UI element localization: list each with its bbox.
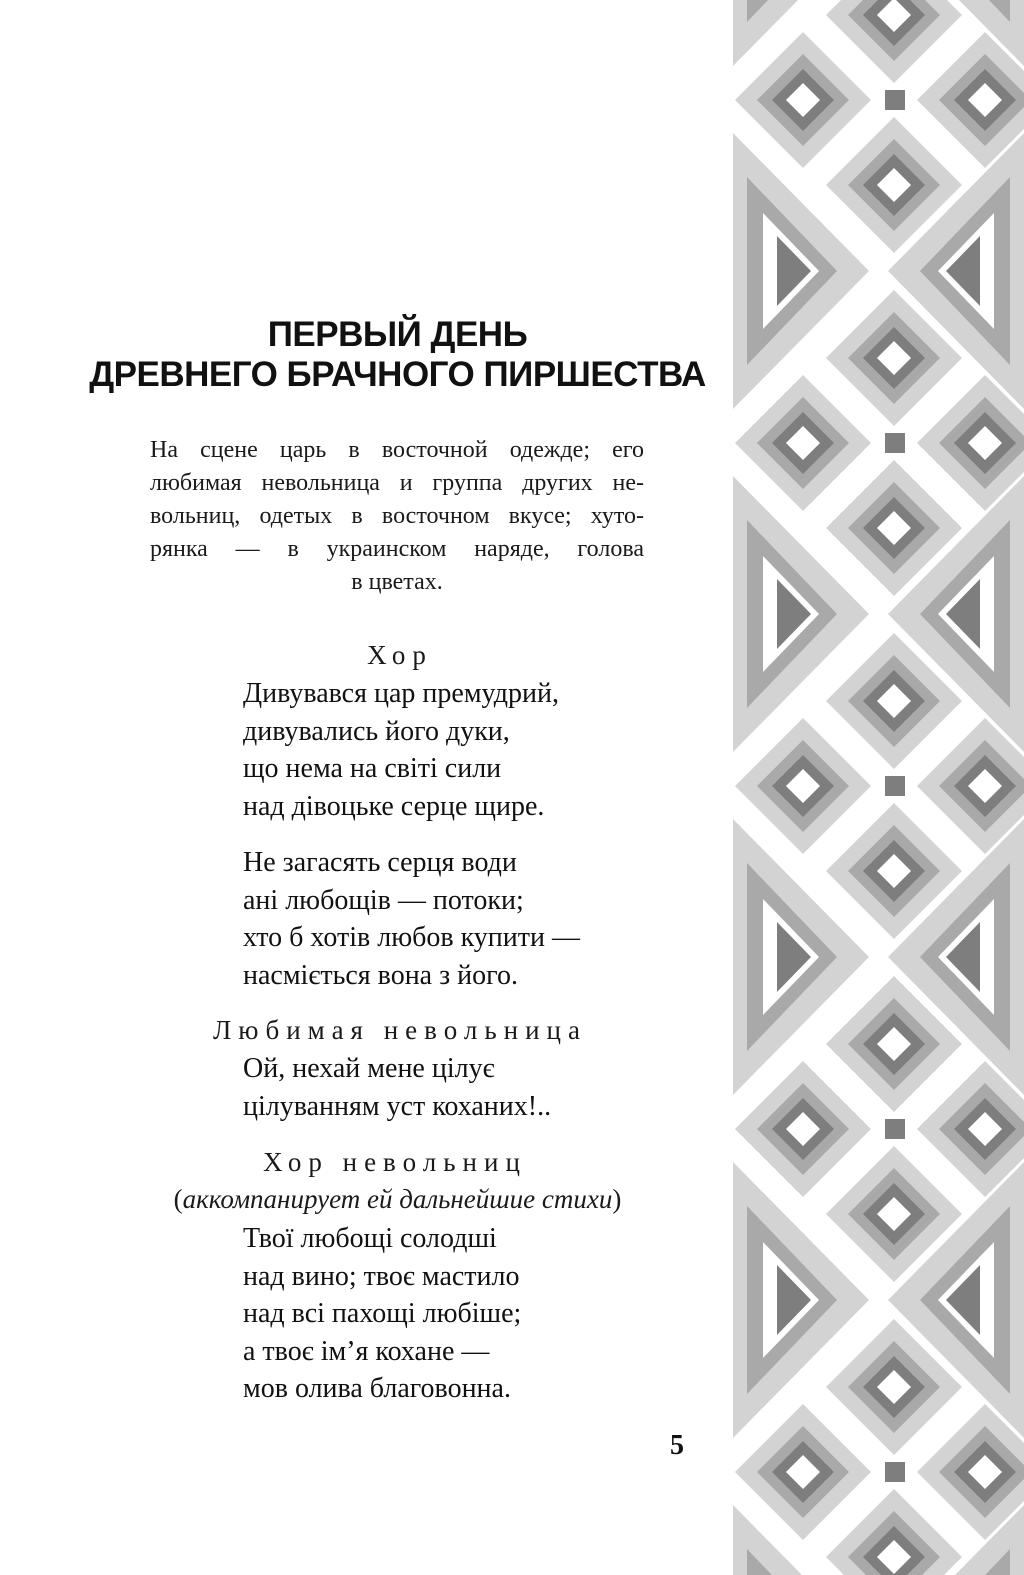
stage-paren-open: ( — [173, 1184, 183, 1214]
intro-line: любимая невольница и группа других не- — [150, 470, 644, 496]
chorus-stanza-1 — [243, 675, 559, 825]
stage-paren-close: ) — [612, 1184, 622, 1214]
stage-intro-paragraph — [150, 434, 644, 599]
chapter-title-line-2: ДРЕВНЕГО БРАЧНОГО ПИРШЕСТВА — [89, 355, 706, 394]
ornament-pattern — [733, 0, 1024, 1575]
chapter-title-line-1: ПЕРВЫЙ ДЕНЬ — [267, 315, 528, 354]
favorite-stanza — [243, 1050, 551, 1125]
verse-line: над дівоцьке серце щире. — [243, 790, 545, 822]
page-number: 5 — [670, 1430, 684, 1461]
intro-line: рянка — в украинском наряде, голова — [150, 536, 644, 562]
ornament-square — [885, 776, 905, 796]
stage-direction — [0, 1184, 795, 1215]
slaves-chorus-stanza — [243, 1220, 521, 1408]
verse-line: мов олива благовонна. — [243, 1373, 511, 1404]
verse-line: над вино; твоє мастило — [243, 1260, 520, 1292]
stage-direction-text: аккомпанирует ей дальнейшие стихи — [182, 1184, 613, 1214]
verse-line: Дивувався цар премудрий, — [243, 678, 559, 709]
speaker-slaves-chorus: Хор невольниц — [263, 1147, 527, 1177]
verse-line: хто б хотів любов купити — — [243, 922, 580, 953]
verse-line: над всі пахощі любіше; — [243, 1298, 522, 1329]
verse-line: Ой, нехай мене цілує — [243, 1053, 495, 1084]
ornament-square — [885, 1119, 905, 1139]
decorative-ornament-border — [733, 0, 1024, 1575]
ornament-square — [885, 1462, 905, 1482]
ornament-square — [885, 90, 905, 110]
verse-line: ані любощів — потоки; — [243, 884, 524, 916]
intro-line: в цветах. — [351, 569, 443, 595]
verse-line: дивувались його дуки, — [243, 715, 510, 747]
intro-line: вольниц, одетых в восточном вкусе; хуто- — [150, 503, 644, 529]
verse-line: насміється вона з його. — [243, 959, 518, 991]
intro-line: На сцене царь в восточной одежде; его — [150, 437, 644, 463]
ornament-square — [885, 433, 905, 453]
verse-line: що нема на світі сили — [243, 753, 502, 784]
verse-line: Твої любощі солодші — [243, 1223, 497, 1254]
verse-line: цілуванням уст коханих!.. — [243, 1090, 552, 1122]
verse-line: Не загасять серця води — [243, 847, 517, 878]
verse-line: а твоє ім’я кохане — — [243, 1335, 490, 1367]
chorus-stanza-2 — [243, 844, 580, 994]
speaker-chorus: Хор — [367, 640, 433, 670]
speaker-favorite-slave: Любимая невольница — [213, 1015, 587, 1045]
